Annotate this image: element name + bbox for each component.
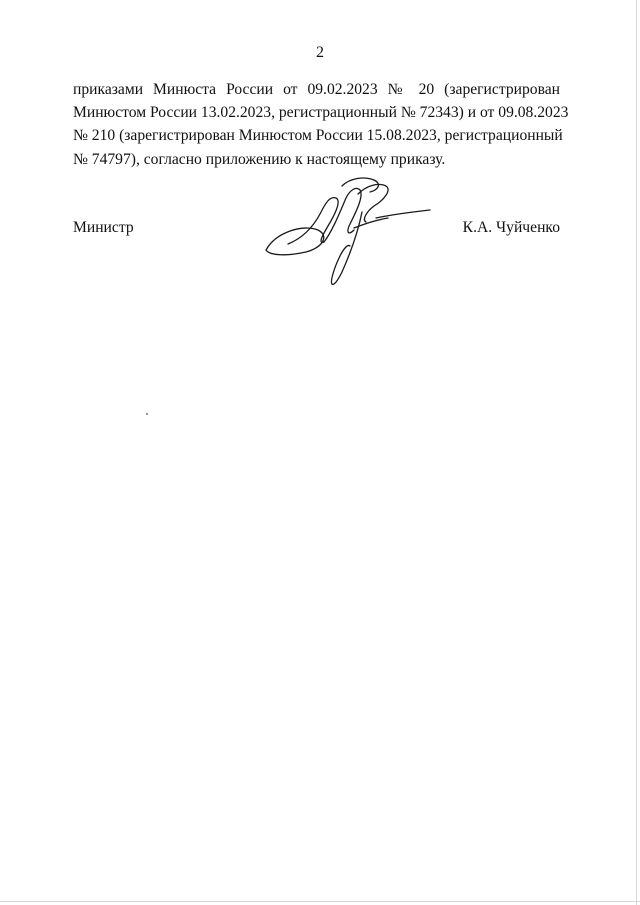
signer-position: Министр xyxy=(73,219,134,236)
body-line: № 74797), согласно приложению к настоящему приказу. xyxy=(73,150,446,168)
page-edge-right xyxy=(636,0,637,905)
page-edge-bottom xyxy=(0,901,640,902)
body-line: Минюстом России 13.02.2023, регистрационный № 72343) и от 09.08.2023 xyxy=(73,104,569,122)
page-number: 2 xyxy=(316,44,324,61)
signer-name: К.А. Чуйченко xyxy=(462,219,560,236)
handwritten-signature xyxy=(258,172,438,290)
body-line: № 210 (зарегистрирован Минюстом России 15.08.2023, регистрационный xyxy=(73,127,563,145)
scan-speck xyxy=(146,413,148,415)
body-line: приказами Минюста России от 09.02.2023 № 20 (зарегистрирован xyxy=(73,81,560,98)
body-paragraph xyxy=(73,78,569,171)
